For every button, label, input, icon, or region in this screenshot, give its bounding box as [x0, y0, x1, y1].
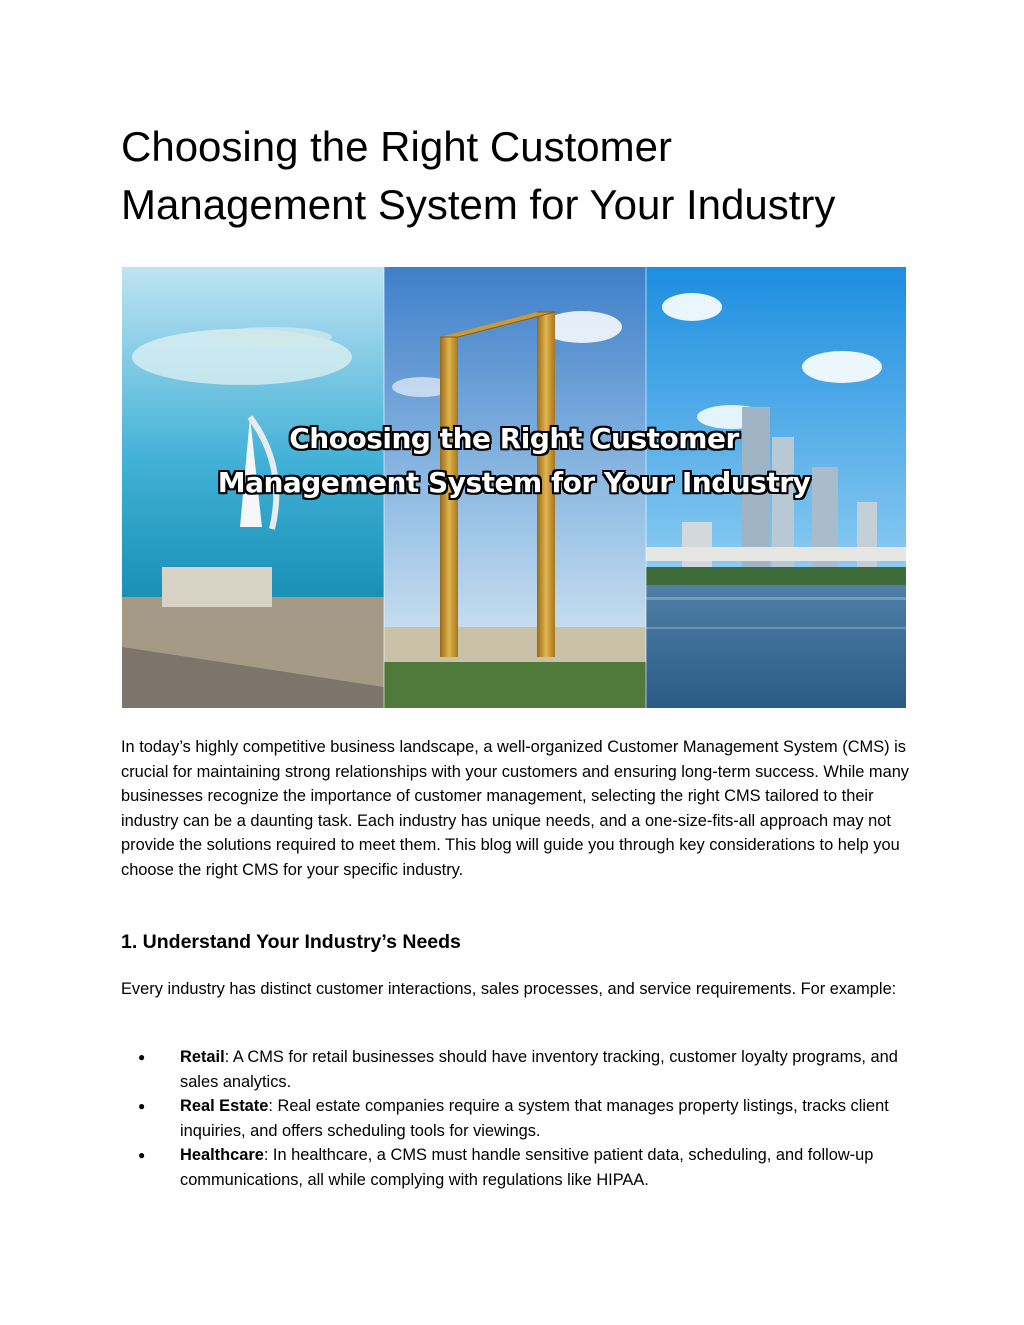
list-item-term: Retail	[180, 1048, 225, 1066]
section-heading: 1. Understand Your Industry’s Needs	[121, 931, 461, 953]
hero-caption	[122, 417, 906, 505]
list-item-real-estate	[121, 1094, 911, 1143]
list-item-text: : Real estate companies require a system that manages property listings, tracks client inquiries, and offers scheduling tools for viewings.	[180, 1097, 889, 1140]
hero-image	[122, 267, 906, 708]
list-item-healthcare	[121, 1143, 911, 1192]
hero-caption-line-2: Management System for Your Industry	[217, 466, 811, 499]
industry-list	[121, 1045, 911, 1192]
list-item-term: Real Estate	[180, 1097, 269, 1115]
intro-paragraph: In today’s highly competitive business landscape, a well-organized Customer Management System (CMS) is crucial for maintaining strong relationships with your customers and ensuring long-term success. While many businesses recognize the importance of customer management, selecting the right CMS tailored to their industry can be a daunting task. Each industry has unique needs, and a one-size-fits-all approach may not provide the solutions required to meet them. This blog will guide you through key considerations to help you choose the right CMS for your specific industry.	[121, 738, 909, 879]
page-title: Choosing the Right Customer Management System for Your Industry	[121, 123, 836, 228]
list-item-retail	[121, 1045, 911, 1094]
list-item-term: Healthcare	[180, 1146, 264, 1164]
section-lead-paragraph: Every industry has distinct customer interactions, sales processes, and service requirements. For example:	[121, 980, 897, 998]
list-item-text: : A CMS for retail businesses should have inventory tracking, customer loyalty programs, and sales analytics.	[180, 1048, 898, 1091]
list-item-text: : In healthcare, a CMS must handle sensitive patient data, scheduling, and follow-up communications, all while complying with regulations like HIPAA.	[180, 1146, 874, 1189]
hero-caption-line-1: Choosing the Right Customer	[289, 422, 739, 455]
